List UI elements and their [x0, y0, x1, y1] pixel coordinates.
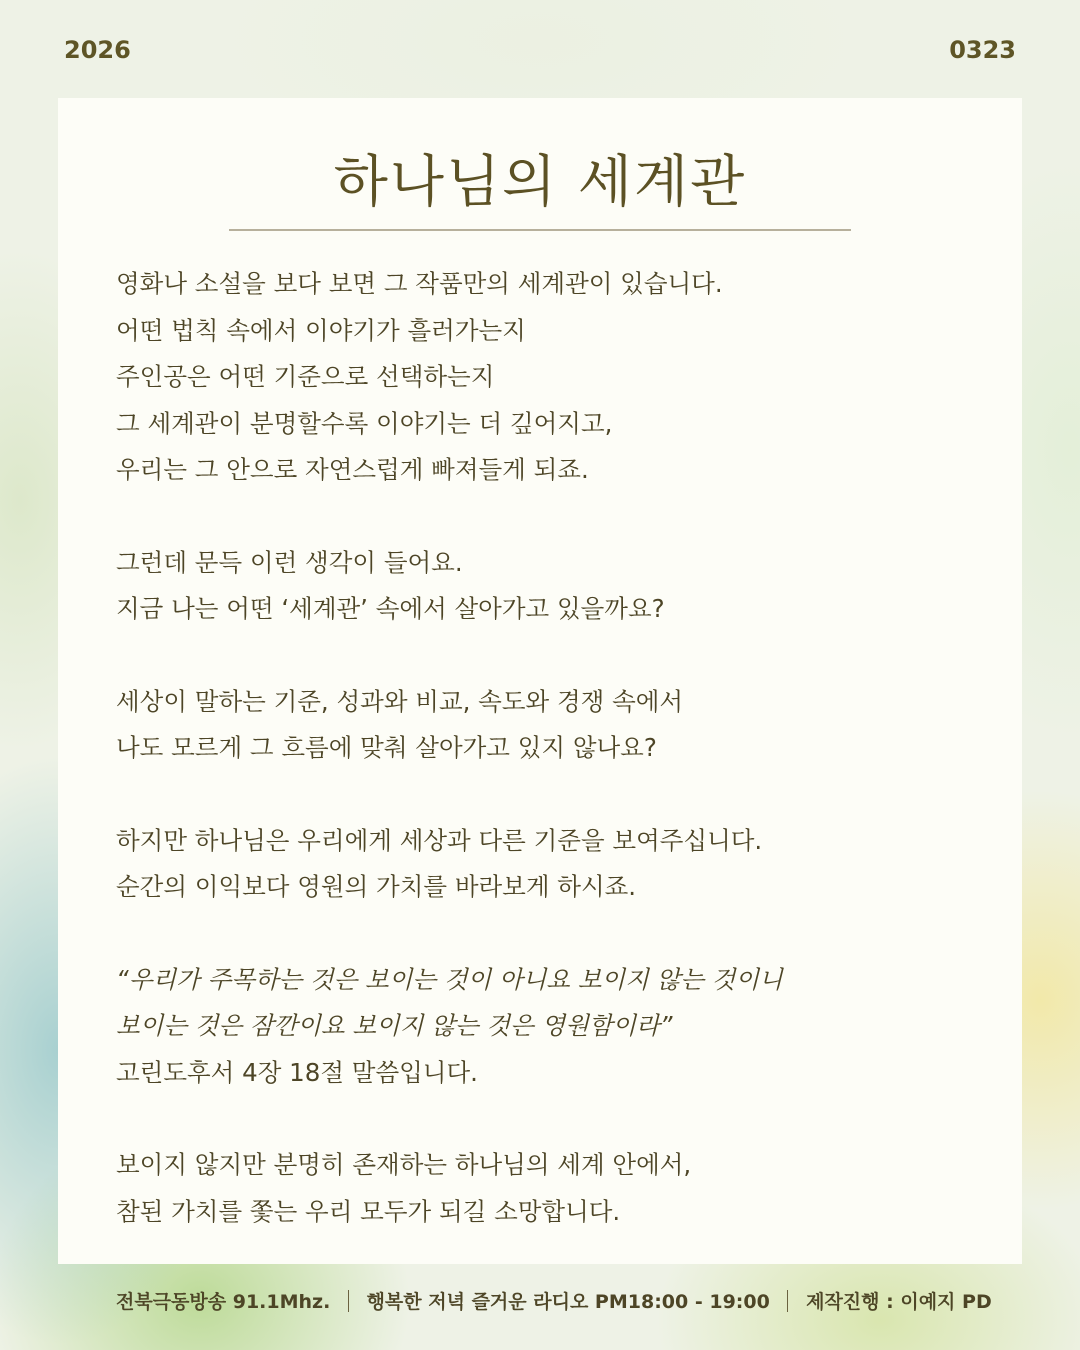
program-label: 행복한 저녁 즐거운 라디오 PM18:00 - 19:00 — [366, 1291, 770, 1313]
paragraph-6 — [116, 1142, 976, 1235]
year-label: 2026 — [64, 36, 131, 64]
text-line: 우리는 그 안으로 자연스럽게 빠져들게 되죠. — [116, 455, 589, 484]
text-line: 지금 나는 어떤 ‘세계관’ 속에서 살아가고 있을까요? — [116, 594, 665, 623]
scripture-reference: 고린도후서 4장 18절 말씀입니다. — [116, 1057, 478, 1087]
station-label: 전북극동방송 91.1Mhz. — [116, 1291, 331, 1313]
title-divider — [229, 229, 851, 231]
date-code-label: 0323 — [949, 36, 1016, 64]
paragraph-4 — [116, 818, 976, 911]
producer-label: 제작진행 : 이예지 PD — [806, 1291, 992, 1313]
footer-divider — [787, 1290, 788, 1312]
text-line: 세상이 말하는 기준, 성과와 비교, 속도와 경쟁 속에서 — [116, 686, 684, 716]
text-line: 영화나 소설을 보다 보면 그 작품만의 세계관이 있습니다. — [116, 269, 723, 298]
footer-divider — [348, 1290, 349, 1312]
scripture-quote-line: “우리가 주목하는 것은 보이는 것이 아니요 보이지 않는 것이니 — [116, 964, 783, 994]
text-line: 하지만 하나님은 우리에게 세상과 다른 기준을 보여주십니다. — [116, 825, 763, 855]
scripture-paragraph — [116, 957, 976, 1097]
text-line: 보이지 않지만 분명히 존재하는 하나님의 세계 안에서, — [116, 1150, 692, 1179]
text-line: 주인공은 어떤 기준으로 선택하는지 — [116, 362, 495, 391]
text-line: 그런데 문득 이런 생각이 들어요. — [116, 547, 463, 577]
text-line: 그 세계관이 분명할수록 이야기는 더 깊어지고, — [116, 408, 613, 438]
text-line: 어떤 법칙 속에서 이야기가 흘러가는지 — [116, 315, 526, 345]
paragraph-2 — [116, 540, 976, 633]
scripture-quote-line: 보이는 것은 잠깐이요 보이지 않는 것은 영원함이라” — [116, 1011, 673, 1040]
text-line: 순간의 이익보다 영원의 가치를 바라보게 하시죠. — [116, 872, 637, 901]
text-line: 나도 모르게 그 흐름에 맞춰 살아가고 있지 않나요? — [116, 733, 657, 762]
paragraph-1 — [116, 261, 976, 494]
page-title: 하나님의 세계관 — [333, 150, 747, 215]
paragraph-3 — [116, 679, 976, 772]
text-line: 참된 가치를 쫓는 우리 모두가 되길 소망합니다. — [116, 1196, 621, 1226]
footer-credits — [116, 1287, 1016, 1319]
message-body — [116, 261, 976, 1281]
